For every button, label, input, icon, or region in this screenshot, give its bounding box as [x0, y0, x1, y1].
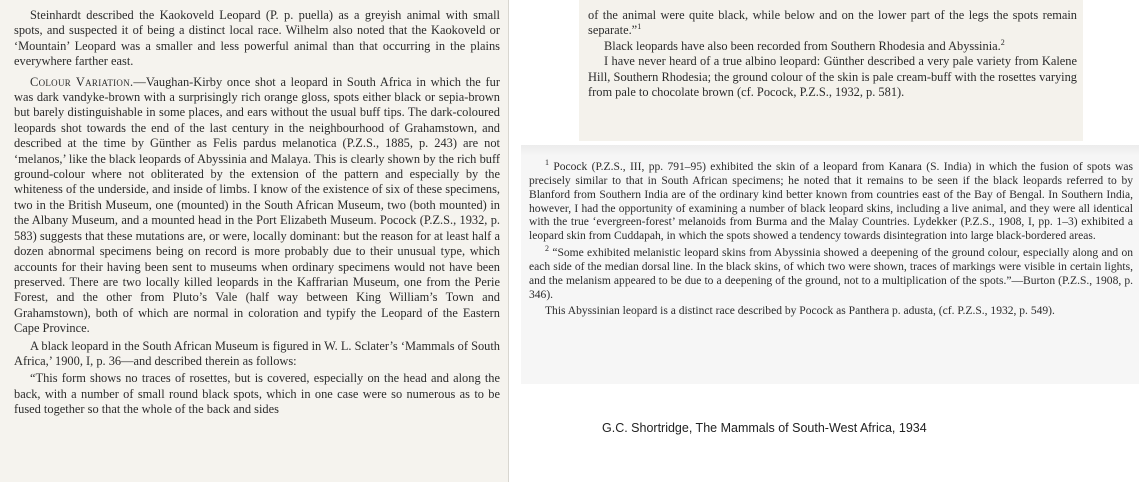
- footnote-number-1: 1: [545, 158, 549, 168]
- colour-variation-lead: —Vaughan-Kirby once shot a leopard in South Africa: [133, 74, 412, 89]
- black-leopard-paragraph: A black leopard in the South African Museum is figured in W. L. Sclater’s ‘Mammals of South Africa,’ 1900, I, p. 36—and described therein as follows:: [14, 338, 500, 368]
- albino-paragraph: I have never heard of a true albino leopard: Günther described a very pale variety from Kalene Hill, Southern Rhodesia; the ground colour of the skin is pale cream-buff with the rosettes varying from pale to chocolate brown (cf. Pocock, P.Z.S., 1932, p. 581).: [588, 54, 1077, 100]
- source-caption: G.C. Shortridge, The Mammals of South-West Africa, 1934: [602, 421, 927, 435]
- quote-continuation-paragraph: of the animal were quite black, while below and on the lower part of the legs the spots remain separate.”$^1$: [588, 8, 1077, 38]
- colour-variation-paragraph: [14, 75, 500, 337]
- footnotes-page-scan: [521, 145, 1139, 384]
- footnote-2: $^2$ “Some exhibited melanistic leopard skins from Abyssinia showed a deepening of the ground colour, especially along and on each side of the median dorsal line. In the black skins, of which two were shown, traces of markings were visible in certain lights, and the melanism appeared to be due to a deepening of the ground, not to a multiplication of the spots.”—Burton (P.Z.S., 1908, p. 346).: [529, 244, 1133, 301]
- footnote-mark-1: 1: [637, 22, 642, 32]
- right-top-page-scan: [579, 0, 1083, 141]
- footnote-1: $^1$ Pocock (P.Z.S., III, pp. 791–95) exhibited the skin of a leopard from Kanara (S. India) in which the fusion of spots was precisely similar to that in South African specimens; he noted that it remains to be seen if the black leopards referred to by Blanford from Southern India are of the ordinary kind better known from countries east of the Bay of Bengal. In Southern India, however, I had the opportunity of examining a number of black leopard skins, including a live animal, and they were all identical with the true ‘evergreen-forest’ melanoids from Burma and the Malay Countries. Lydekker (P.Z.S., 1908, I, pp. 1–3) exhibited a leopard skin from Cuddapah, in which the spots showed a tendency towards disintegration into large black-bordered areas.: [529, 158, 1134, 243]
- left-page-scan: [0, 0, 509, 482]
- colour-variation-heading: Colour Variation.: [30, 74, 134, 89]
- rhodesia-paragraph: Black leopards have also been recorded from Southern Rhodesia and Abyssinia.$^2$: [604, 37, 1005, 53]
- footnote-number-2: 2: [545, 244, 549, 254]
- colour-variation-body: in which the fur was dark vandyke-brown with a surprisingly rich orange gloss, spots either black or sepia-brown but barely distinguishable in some places, and ears without the usual buff tips. The dark-coloured leopards shot towards the end of the last century in the neighbourhood of Grahamstown, and described at the time by Günther as Felis pardus melanotica (P.Z.S., 1885, p. 243) are not ‘melanos,’ like the black leopards of Abyssinia and Malaya. This is clearly shown by the rich buff ground-colour where not obliterated by the extension of the pattern and especially by the whiteness of the underside, and inside of limbs. I know of the existence of six of these specimens, two in the British Museum, one (mounted) in the South African Museum, two (both mounted) in the Albany Museum, and a mounted head in the Port Elizabeth Museum. Pocock (P.Z.S., 1932, p. 583) suggests that these mutations are, or were, locally dominant: but the reason for at least half a dozen abnormal specimens being on record is more probably due to their unusual type, which accounts for their having been sent to museums when ordinary specimens would not have been preserved. There are two locally killed leopards in the Kaffrarian Museum, one from the Perie Forest, and the other from Pluto’s Vale (half way between King William’s Town and Grahamstown), both of which are normal in coloration and typify the Leopard of the Eastern Cape Province.: [14, 74, 500, 336]
- footnote-mark-2: 2: [1000, 37, 1005, 47]
- footnote-2-addendum: This Abyssinian leopard is a distinct race described by Pocock as Panthera p. adusta, (cf. P.Z.S., 1932, p. 549).: [545, 305, 1055, 318]
- sclater-quote-paragraph: “This form shows no traces of rosettes, but is covered, especially on the head and along the back, with a number of small round black spots, which in one case were so numerous as to be fused together so that the whole of the back and sides: [14, 371, 500, 417]
- kaokoveld-paragraph: Steinhardt described the Kaokoveld Leopard (P. p. puella) as a greyish animal with small spots, and suspected it of being a distinct local race. Wilhelm also noted that the Kaokoveld or ‘Mountain’ Leopard was a smaller and less powerful animal than that occurring in the plains everywhere farther east.: [14, 8, 500, 69]
